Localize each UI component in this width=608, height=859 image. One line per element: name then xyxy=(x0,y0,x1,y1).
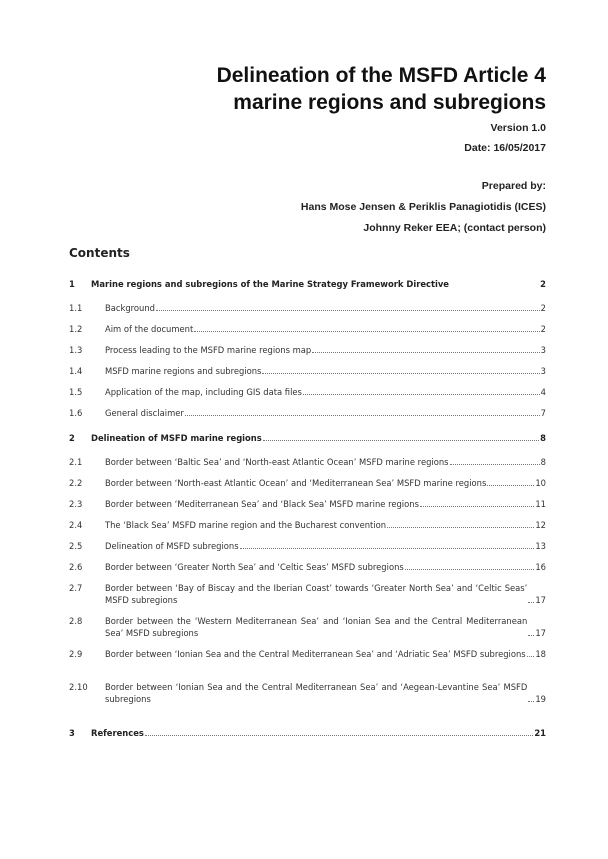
toc-entry-number: 2.8 xyxy=(69,616,83,626)
toc-entry[interactable] xyxy=(69,648,546,660)
toc-dot-leader xyxy=(528,701,534,702)
toc-entry-title[interactable]: Border between ‘North-east Atlantic Ocean’ and ‘Mediterranean Sea’ MSFD marine regions xyxy=(105,478,487,488)
toc-entry-body xyxy=(105,302,546,314)
toc-entry-title[interactable]: References xyxy=(91,728,144,738)
toc-entry-title[interactable]: Process leading to the MSFD marine regions map xyxy=(105,345,312,355)
toc-entry[interactable] xyxy=(69,561,546,573)
toc-entry-body xyxy=(105,477,546,489)
toc-entry-number: 1.3 xyxy=(69,345,83,355)
toc-entry-title[interactable]: Border between ‘Bay of Biscay and the Iberian Coast’ towards ‘Greater North Sea’ and ‘Celtic Seas’ MSFD subregions xyxy=(105,583,528,605)
toc-dot-leader xyxy=(303,394,540,395)
toc-entry-body xyxy=(91,432,546,444)
toc-entry-title[interactable]: MSFD marine regions and subregions xyxy=(105,366,262,376)
toc-entry-page-number: 2 xyxy=(540,303,546,313)
toc-entry-title[interactable]: Border between the ‘Western Mediterranean Sea’ and ‘Ionian Sea and the Central Mediterranean Sea’ MSFD subregions xyxy=(105,616,528,638)
toc-entry-page-number: 17 xyxy=(535,628,546,638)
toc-dot-leader xyxy=(312,352,539,353)
toc-dot-leader xyxy=(527,656,535,657)
toc-entry[interactable] xyxy=(69,519,546,531)
toc-entry[interactable] xyxy=(69,302,546,314)
toc-entry-body xyxy=(105,456,546,468)
toc-entry-title[interactable]: General disclaimer xyxy=(105,408,184,418)
toc-entry-number: 1.4 xyxy=(69,366,83,376)
title-block xyxy=(217,62,546,158)
document-title-line-2: marine regions and subregions xyxy=(233,91,546,114)
toc-entry-page-number: 7 xyxy=(540,408,546,418)
toc-entry-page-number: 21 xyxy=(534,728,546,738)
toc-entry-number: 3 xyxy=(69,728,75,738)
toc-entry-number: 2.7 xyxy=(69,583,83,593)
toc-entry[interactable] xyxy=(69,323,546,335)
toc-entry-body xyxy=(105,561,546,573)
toc-entry-page-number: 18 xyxy=(535,649,546,659)
toc-entry-page-number: 13 xyxy=(535,541,546,551)
toc-entry-title[interactable]: Border between ‘Mediterranean Sea’ and ‘Black Sea’ MSFD marine regions xyxy=(105,499,419,509)
toc-entry[interactable] xyxy=(69,278,546,290)
contact-person: Johnny Reker EEA; (contact person) xyxy=(363,222,546,234)
toc-entry-title[interactable]: Delineation of MSFD marine regions xyxy=(91,433,262,443)
toc-entry[interactable] xyxy=(69,615,546,639)
toc-dot-leader xyxy=(194,331,539,332)
date-label: Date: 16/05/2017 xyxy=(464,142,546,154)
toc-entry-page-number: 8 xyxy=(540,457,546,467)
toc-dot-leader xyxy=(185,415,540,416)
toc-entry-body xyxy=(105,615,546,639)
toc-entry[interactable] xyxy=(69,432,546,444)
toc-entry-page-number: 12 xyxy=(535,520,546,530)
toc-entry-body xyxy=(105,365,546,377)
document-title-line-1: Delineation of the MSFD Article 4 xyxy=(216,64,546,87)
toc-entry-number: 2.9 xyxy=(69,649,83,659)
toc-entry-page-number: 3 xyxy=(540,345,546,355)
toc-entry-number: 2.2 xyxy=(69,478,83,488)
toc-entry-number: 1.6 xyxy=(69,408,83,418)
toc-entry-page-number: 2 xyxy=(540,324,546,334)
toc-entry-title[interactable]: Border between ‘Ionian Sea and the Central Mediterranean Sea’ and ‘Aegean-Levantine Sea’ MSFD subregions xyxy=(105,682,528,704)
toc-entry-body xyxy=(91,278,546,290)
toc-entry-body xyxy=(105,582,546,606)
prepared-by-block xyxy=(301,176,546,239)
toc-dot-leader xyxy=(420,506,534,507)
toc-dot-leader xyxy=(263,440,539,441)
toc-entry-title[interactable]: Background xyxy=(105,303,155,313)
toc-dot-leader xyxy=(156,310,540,311)
toc-entry-number: 2.4 xyxy=(69,520,83,530)
toc-entry-body xyxy=(105,681,546,705)
toc-entry-number: 2.1 xyxy=(69,457,83,467)
version-label: Version 1.0 xyxy=(490,122,546,134)
toc-entry-page-number: 16 xyxy=(535,562,546,572)
toc-entry-page-number: 2 xyxy=(540,279,546,289)
toc-entry[interactable] xyxy=(69,681,546,705)
toc-entry-number: 1.1 xyxy=(69,303,83,313)
toc-entry-number: 1.5 xyxy=(69,387,83,397)
toc-entry-page-number: 11 xyxy=(535,499,546,509)
toc-entry-body xyxy=(91,727,546,739)
toc-entry-page-number: 19 xyxy=(535,694,546,704)
toc-entry-page-number: 4 xyxy=(540,387,546,397)
toc-entry-number: 2.10 xyxy=(69,682,88,692)
toc-entry-title[interactable]: Application of the map, including GIS data files xyxy=(105,387,302,397)
toc-dot-leader xyxy=(450,464,540,465)
toc-entry-body xyxy=(105,386,546,398)
authors: Hans Mose Jensen & Periklis Panagiotidis (ICES) xyxy=(300,201,546,213)
toc-entry[interactable] xyxy=(69,407,546,419)
toc-entry-title[interactable]: The ‘Black Sea’ MSFD marine region and the Bucharest convention xyxy=(105,520,387,530)
toc-dot-leader xyxy=(528,602,534,603)
toc-entry-body xyxy=(105,323,546,335)
toc-entry-title[interactable]: Border between ‘Ionian Sea and the Central Mediterranean Sea’ and ‘Adriatic Sea’ MSFD subregions xyxy=(105,649,526,659)
toc-entry-number: 2.5 xyxy=(69,541,83,551)
toc-entry-title[interactable]: Border between ‘Greater North Sea’ and ‘Celtic Seas’ MSFD subregions xyxy=(105,562,404,572)
toc-dot-leader xyxy=(387,527,534,528)
toc-entry[interactable] xyxy=(69,365,546,377)
toc-dot-leader xyxy=(487,485,534,486)
toc-entry-title[interactable]: Border between ‘Baltic Sea’ and ‘North-east Atlantic Ocean’ MSFD marine regions xyxy=(105,457,449,467)
toc-entry-number: 1.2 xyxy=(69,324,83,334)
prepared-by-label: Prepared by: xyxy=(481,180,546,192)
toc-entry-page-number: 17 xyxy=(535,595,546,605)
toc-dot-leader xyxy=(145,735,533,736)
contents-heading: Contents xyxy=(69,246,130,260)
toc-entry-page-number: 3 xyxy=(540,366,546,376)
toc-entry-body xyxy=(105,498,546,510)
toc-entry[interactable] xyxy=(69,456,546,468)
toc-dot-leader xyxy=(405,569,535,570)
toc-entry[interactable] xyxy=(69,540,546,552)
toc-dot-leader xyxy=(240,548,535,549)
toc-entry-title[interactable]: Delineation of MSFD subregions xyxy=(105,541,239,551)
toc-entry-body xyxy=(105,344,546,356)
toc-entry-number: 2.6 xyxy=(69,562,83,572)
toc-entry-body xyxy=(105,648,546,660)
toc-entry[interactable] xyxy=(69,477,546,489)
toc-dot-leader xyxy=(262,373,539,374)
toc-entry[interactable] xyxy=(69,727,546,739)
toc-entry-body xyxy=(105,519,546,531)
toc-entry-page-number: 8 xyxy=(540,433,546,443)
toc-entry[interactable] xyxy=(69,582,546,606)
toc-entry-title[interactable]: Marine regions and subregions of the Marine Strategy Framework Directive xyxy=(91,279,449,289)
toc-entry-number: 2.3 xyxy=(69,499,83,509)
toc-entry-body xyxy=(105,540,546,552)
toc-entry-number: 2 xyxy=(69,433,75,443)
toc-dot-leader xyxy=(528,635,534,636)
toc-entry-number: 1 xyxy=(69,279,75,289)
toc-entry-page-number: 10 xyxy=(535,478,546,488)
toc-entry[interactable] xyxy=(69,344,546,356)
toc-entry-title[interactable]: Aim of the document xyxy=(105,324,194,334)
toc-entry[interactable] xyxy=(69,386,546,398)
toc-entry-body xyxy=(105,407,546,419)
toc-entry[interactable] xyxy=(69,498,546,510)
